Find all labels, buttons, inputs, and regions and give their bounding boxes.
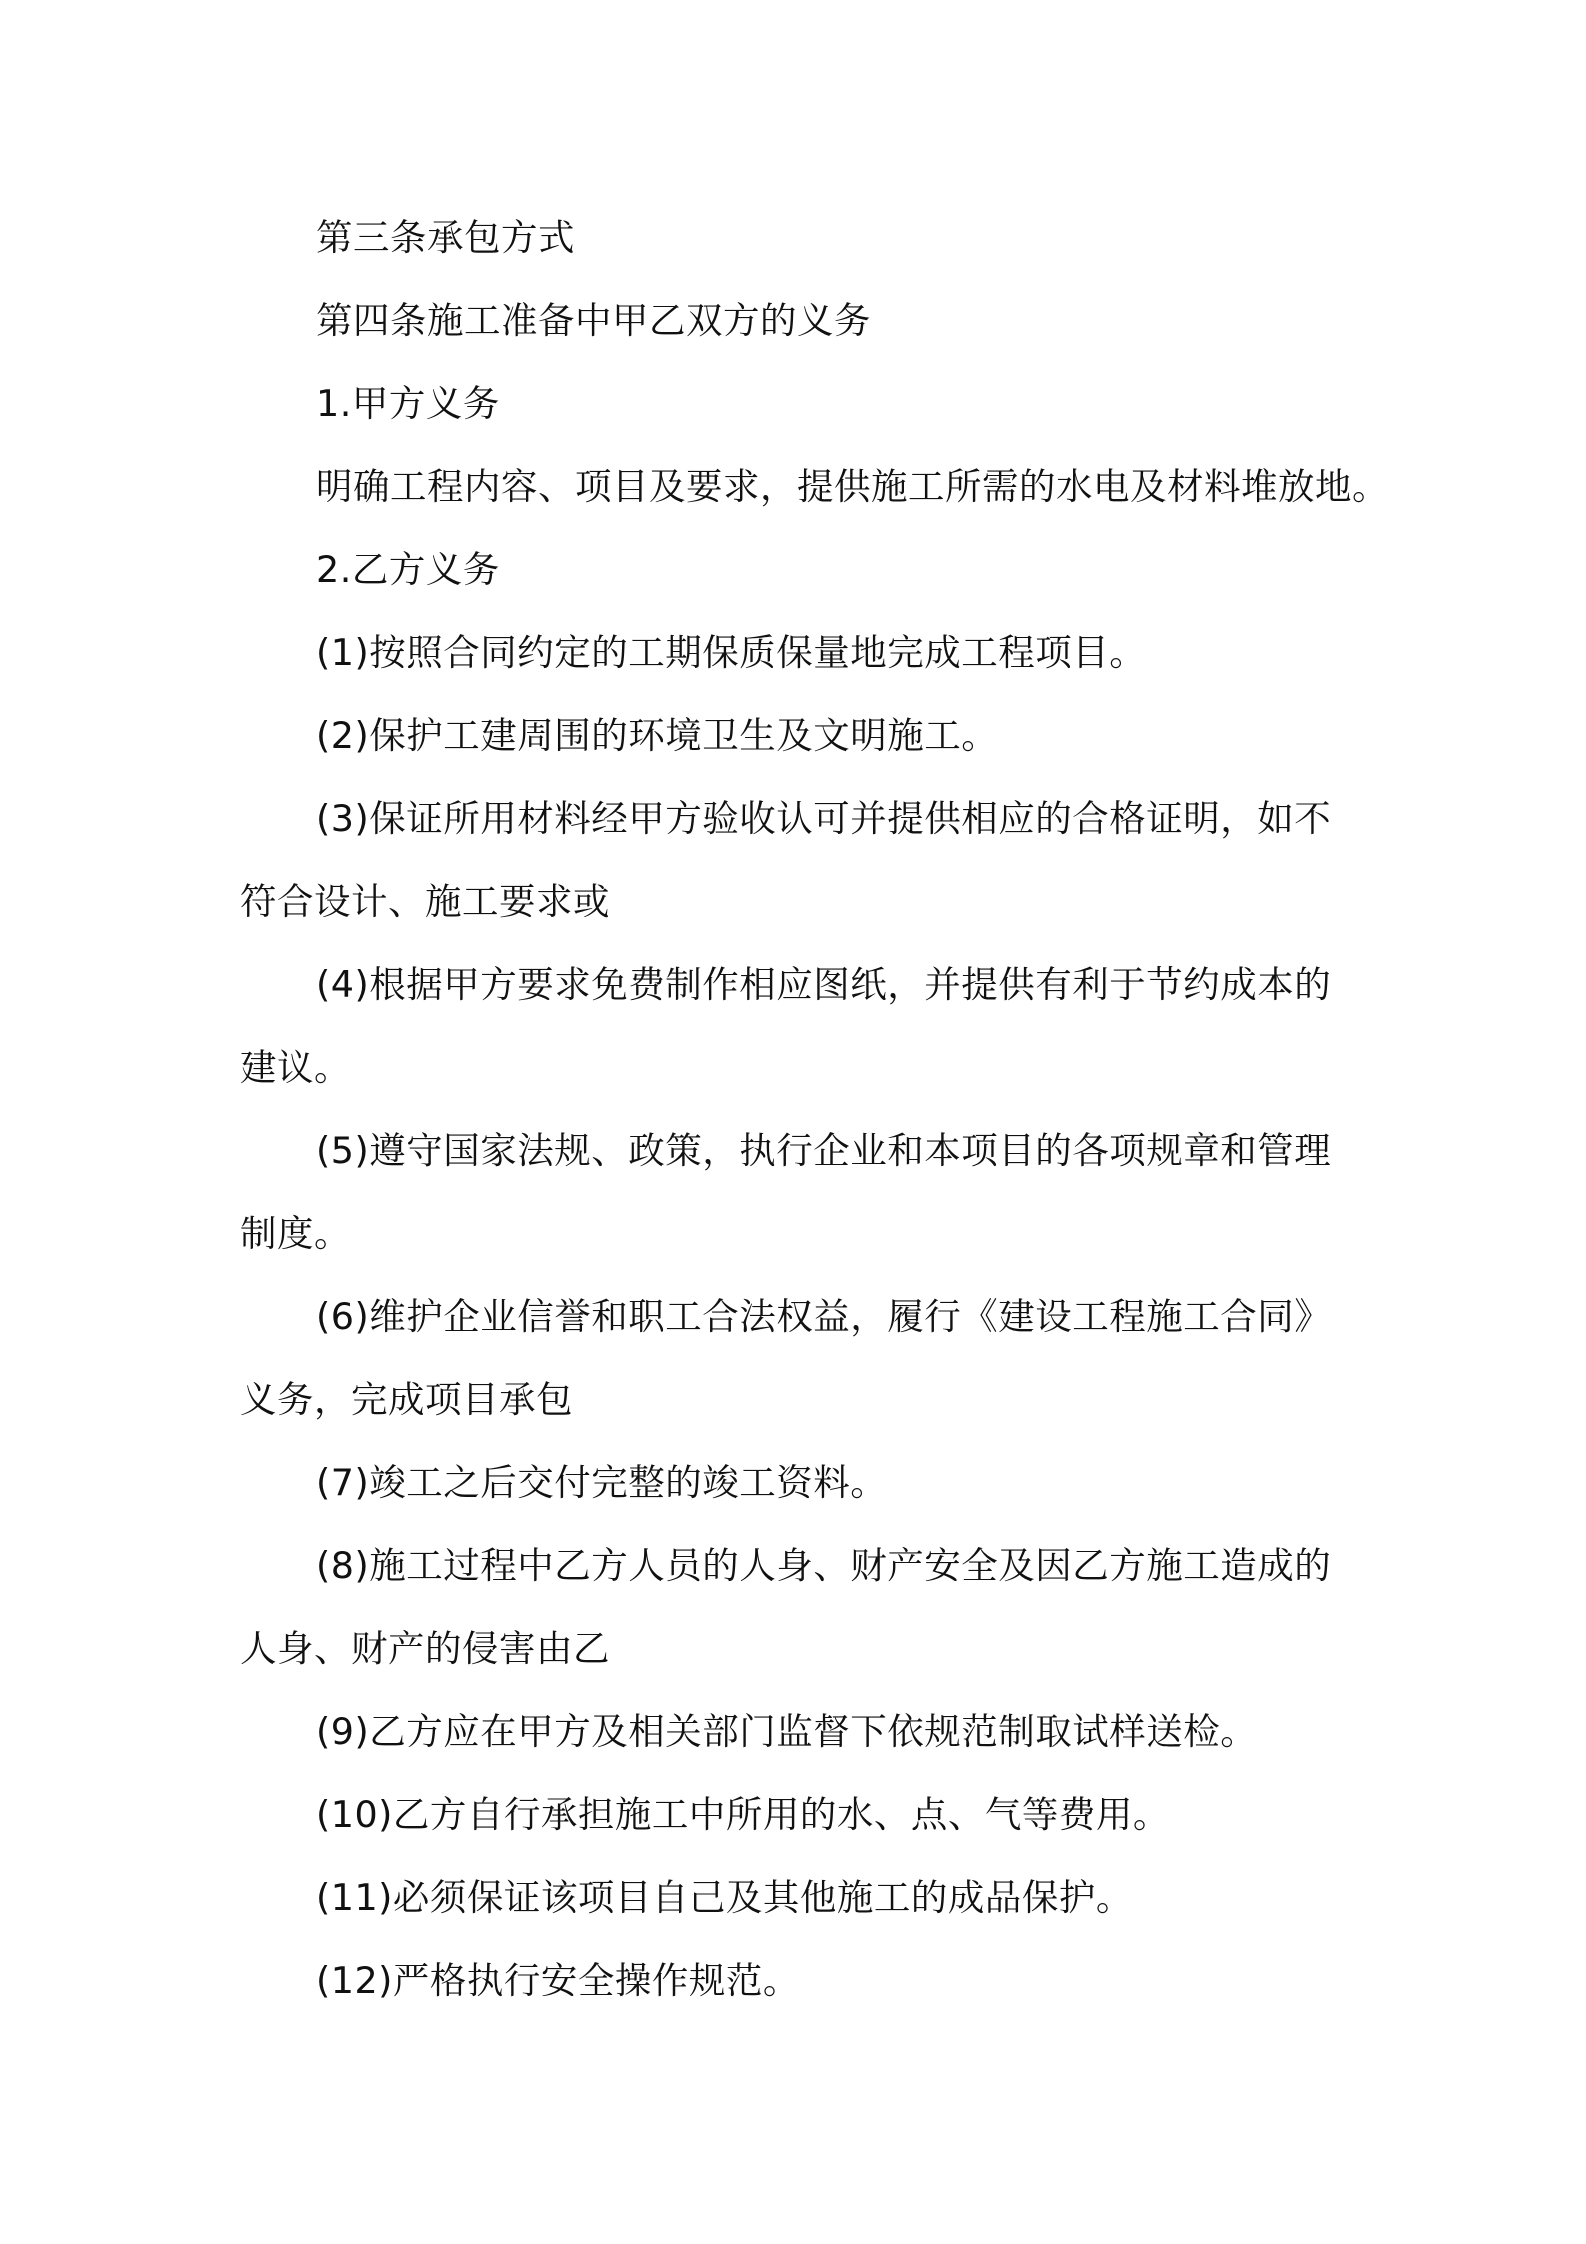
party-b-item-2: (2)保护工建周围的环境卫生及文明施工。 <box>316 714 999 757</box>
document-body <box>240 196 1389 2022</box>
article-3-heading: 第三条承包方式 <box>316 216 575 259</box>
party-b-item-11: (11)必须保证该项目自己及其他施工的成品保护。 <box>316 1876 1133 1919</box>
party-b-item-4: (4)根据甲方要求免费制作相应图纸，并提供有利于节约成本的 <box>316 963 1332 1006</box>
party-b-item-9: (9)乙方应在甲方及相关部门监督下依规范制取试样送检。 <box>316 1710 1258 1753</box>
party-a-duties-heading: 1.甲方义务 <box>316 382 500 425</box>
party-b-item-8: (8)施工过程中乙方人员的人身、财产安全及因乙方施工造成的 <box>316 1544 1332 1587</box>
party-b-item-6: (6)维护企业信誉和职工合法权益，履行《建设工程施工合同》 <box>316 1295 1332 1338</box>
party-b-item-5-continued: 制度。 <box>240 1212 351 1255</box>
article-4-heading: 第四条施工准备中甲乙双方的义务 <box>316 299 871 342</box>
party-b-item-5: (5)遵守国家法规、政策，执行企业和本项目的各项规章和管理 <box>316 1129 1332 1172</box>
party-b-item-1: (1)按照合同约定的工期保质保量地完成工程项目。 <box>316 631 1147 674</box>
party-b-item-4-continued: 建议。 <box>240 1046 351 1089</box>
party-b-item-10: (10)乙方自行承担施工中所用的水、点、气等费用。 <box>316 1793 1170 1836</box>
party-b-item-7: (7)竣工之后交付完整的竣工资料。 <box>316 1461 888 1504</box>
party-b-item-3-continued: 符合设计、施工要求或 <box>240 880 610 923</box>
party-b-duties-heading: 2.乙方义务 <box>316 548 500 591</box>
party-b-item-3: (3)保证所用材料经甲方验收认可并提供相应的合格证明，如不 <box>316 797 1332 840</box>
party-b-item-8-continued: 人身、财产的侵害由乙 <box>240 1627 610 1670</box>
party-a-duties-text: 明确工程内容、项目及要求，提供施工所需的水电及材料堆放地。 <box>316 465 1389 508</box>
party-b-item-12: (12)严格执行安全操作规范。 <box>316 1959 800 2002</box>
party-b-item-6-continued: 义务，完成项目承包 <box>240 1378 573 1421</box>
